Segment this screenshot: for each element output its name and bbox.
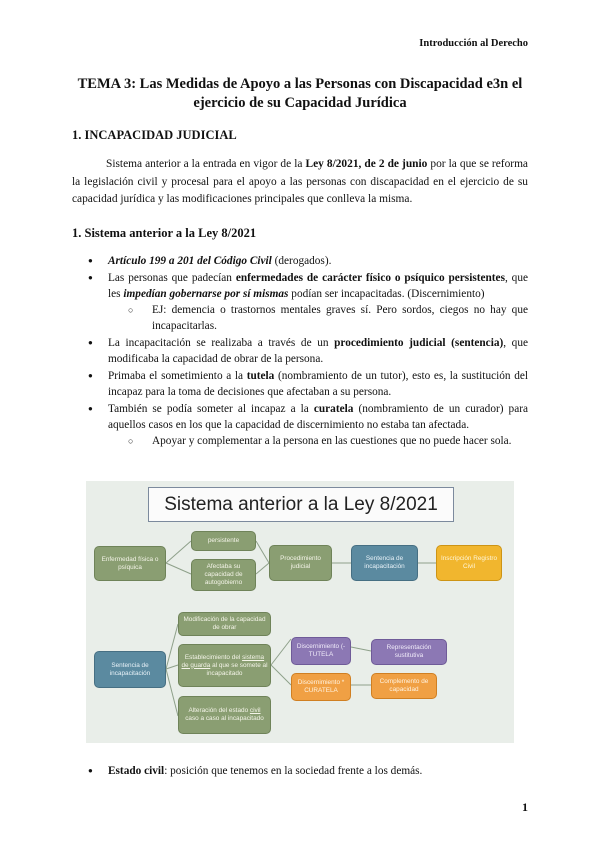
section-heading-sistema-anterior: 1. Sistema anterior a la Ley 8/2021: [72, 226, 257, 240]
list-item: ● También se podía someter al incapaz a la curatela (nombramiento de un curador) para aquellos casos en los que la capacidad de discernimiento no estaba tan afectada. ○ Apoyar y complementar a la persona en las cuestiones que no puede hacer sola.: [88, 401, 528, 449]
node-representacion: Representación sustitutiva: [371, 639, 447, 665]
list-item: ● Primaba el sometimiento a la tutela (nombramiento de un tutor), esto es, la sustitución del incapaz para la toma de decisiones que afectaban a su persona.: [88, 368, 528, 400]
bullet-list: [88, 253, 528, 450]
node-complemento: Complemento de capacidad: [371, 673, 437, 699]
list-item: ● La incapacitación se realizaba a través de un procedimiento judicial (sentencia), que modificaba la capacidad de obrar de la persona.: [88, 335, 528, 367]
list-item: ● Artículo 199 a 201 del Código Civil (derogados).: [88, 253, 528, 269]
node-inscripcion: Inscripción Registro Civil: [436, 545, 502, 581]
node-tutela: Discernimiento (- TUTELA: [291, 637, 351, 665]
bullet-icon: ●: [88, 766, 93, 775]
node-persistente: persistente: [191, 531, 256, 551]
page-number: 1: [522, 800, 528, 814]
list-item-estado-civil: ● Estado civil: posición que tenemos en la sociedad frente a los demás.: [88, 765, 423, 777]
node-afectaba: Afectaba su capacidad de autogobierno: [191, 559, 256, 591]
page-header: Introducción al Derecho: [419, 38, 528, 49]
sub-list-item: ○ Apoyar y complementar a la persona en las cuestiones que no puede hacer sola.: [108, 433, 528, 449]
document-title: TEMA 3: Las Medidas de Apoyo a las Personas con Discapacidad e3n el ejercicio de su Capacidad Jurídica: [77, 76, 523, 111]
node-establecimiento: Establecimiento del sistema de guarda al que se somete al incapacitado: [178, 644, 271, 687]
node-curatela: Discernimiento * CURATELA: [291, 673, 351, 701]
node-enfermedad: Enfermedad física o psíquica: [94, 546, 166, 581]
node-procedimiento: Procedimiento judicial: [269, 545, 332, 581]
concept-diagram: [86, 481, 514, 743]
node-modificacion: Modificación de la capacidad de obrar: [178, 612, 271, 636]
section-heading-incapacidad: 1. INCAPACIDAD JUDICIAL: [72, 128, 237, 142]
node-alteracion: Alteración del estado civil caso a caso al incapacitado: [178, 696, 271, 734]
node-sentencia: Sentencia de incapacitación: [94, 651, 166, 688]
intro-paragraph: Sistema anterior a la entrada en vigor de la Ley 8/2021, de 2 de junio por la que se reforma la legislación civil y procesal para el apoyo a las personas con discapacidad en el ejercicio de su capacidad jurídica y las modificaciones principales que conlleva la misma.: [72, 158, 528, 205]
node-sentencia-incapacitacion: Sentencia de incapacitación: [351, 545, 418, 581]
list-item: ● Las personas que padecían enfermedades de carácter físico o psíquico persistentes, que les impedían gobernarse por sí mismas podían ser incapacitadas. (Discernimiento) ○ EJ: demencia o trastornos mentales graves sí. Pero sordos, ciegos no hay que incapacitarlas.: [88, 270, 528, 334]
sub-list-item: ○ EJ: demencia o trastornos mentales graves sí. Pero sordos, ciegos no hay que incapacitarlas.: [108, 302, 528, 334]
diagram-title: Sistema anterior a la Ley 8/2021: [148, 487, 454, 522]
